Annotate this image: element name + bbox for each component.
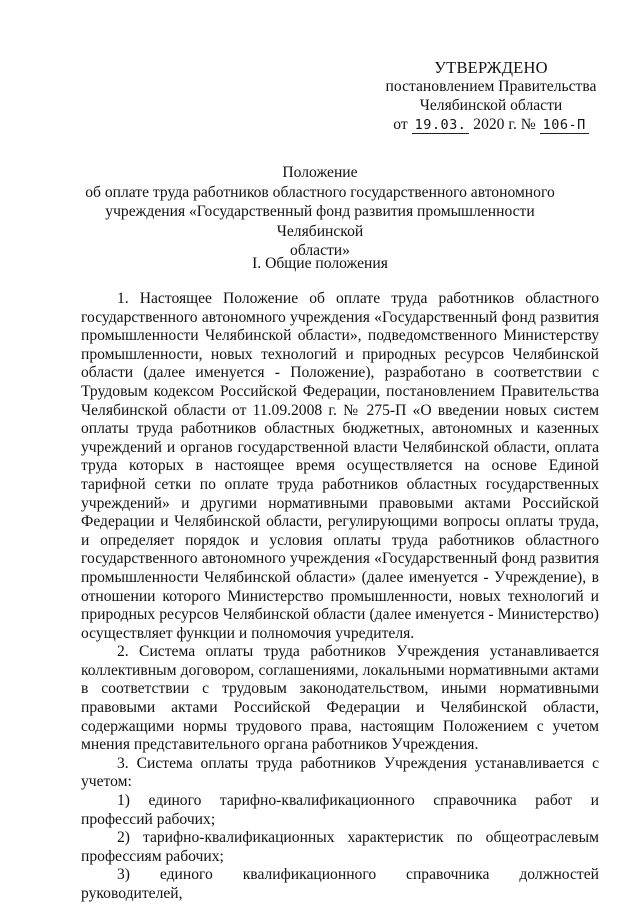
approval-date: 19.03. xyxy=(412,117,470,134)
paragraph: 3) единого квалификационного справочника должностей руководителей, xyxy=(81,866,599,902)
document-title-line: области» xyxy=(290,242,350,259)
approval-number: 106-П xyxy=(540,117,589,134)
paragraph: 3. Система оплаты труда работников Учреждения устанавливается с учетом: xyxy=(81,754,599,791)
paragraph: 1) единого тарифно-квалификационного справочника работ и профессий рабочих; xyxy=(81,792,599,828)
document-title-line: об оплате труда работников областного государственного автономного xyxy=(85,183,555,201)
paragraph: 2. Система оплаты труда работников Учреждения устанавливается коллективным договором, соглашениями, локальными нормативными актами в соответствии с трудовым законодательством, иными нормативными правовыми актами Российской Федерации и Челябинской области, содержащими нормы трудового права, настоящим Положением с учетом мнения представительного органа работников Учреждения. xyxy=(81,643,599,754)
approval-year: 2020 г. № xyxy=(473,116,536,133)
approval-line-2: Челябинской области xyxy=(419,97,563,114)
document-body xyxy=(81,290,599,904)
approval-stamp xyxy=(376,58,606,135)
document-title-line: Положение xyxy=(282,164,358,181)
approval-title: УТВЕРЖДЕНО xyxy=(434,58,548,77)
approval-date-prefix: от xyxy=(393,116,408,133)
document-title-line: учреждения «Государственный фонд развития промышленности Челябинской xyxy=(105,203,535,240)
paragraph: 1. Настоящее Положение об оплате труда работников областного государственного автономного учреждения «Государственный фонд развития промышленности Челябинской области», подведомственного Министерству промышленности, новых технологий и природных ресурсов Челябинской области (далее именуется - Положение), разработано в соответствии с Трудовым кодексом Российской Федерации, постановлением Правительства Челябинской области от 11.09.2008 г. № 275-П «О введении новых систем оплаты труда работников областных бюджетных, автономных и казенных учреждений и органов государственной власти Челябинской области, оплата труда которых в настоящее время осуществляется на основе Единой тарифной сетки по оплате труда работников областных государственных учреждений» и другими нормативными правовыми актами Российской Федерации и Челябинской области, регулирующими вопросы оплаты труда, и определяет порядок и условия оплаты труда работников областного государственного автономного учреждения «Государственный фонд развития промышленности Челябинской области» (далее именуется - Учреждение), в отношении которого Министерство промышленности, новых технологий и природных ресурсов Челябинской области (далее именуется - Министерство) осуществляет функции и полномочия учредителя. xyxy=(81,290,599,642)
approval-date-line xyxy=(376,115,606,135)
document-title xyxy=(80,163,560,261)
paragraph: 2) тарифно-квалификационных характеристик по общеотраслевым профессиям рабочих; xyxy=(81,829,599,865)
section-title: I. Общие положения xyxy=(252,255,388,272)
approval-line-1: постановлением Правительства xyxy=(385,78,597,95)
